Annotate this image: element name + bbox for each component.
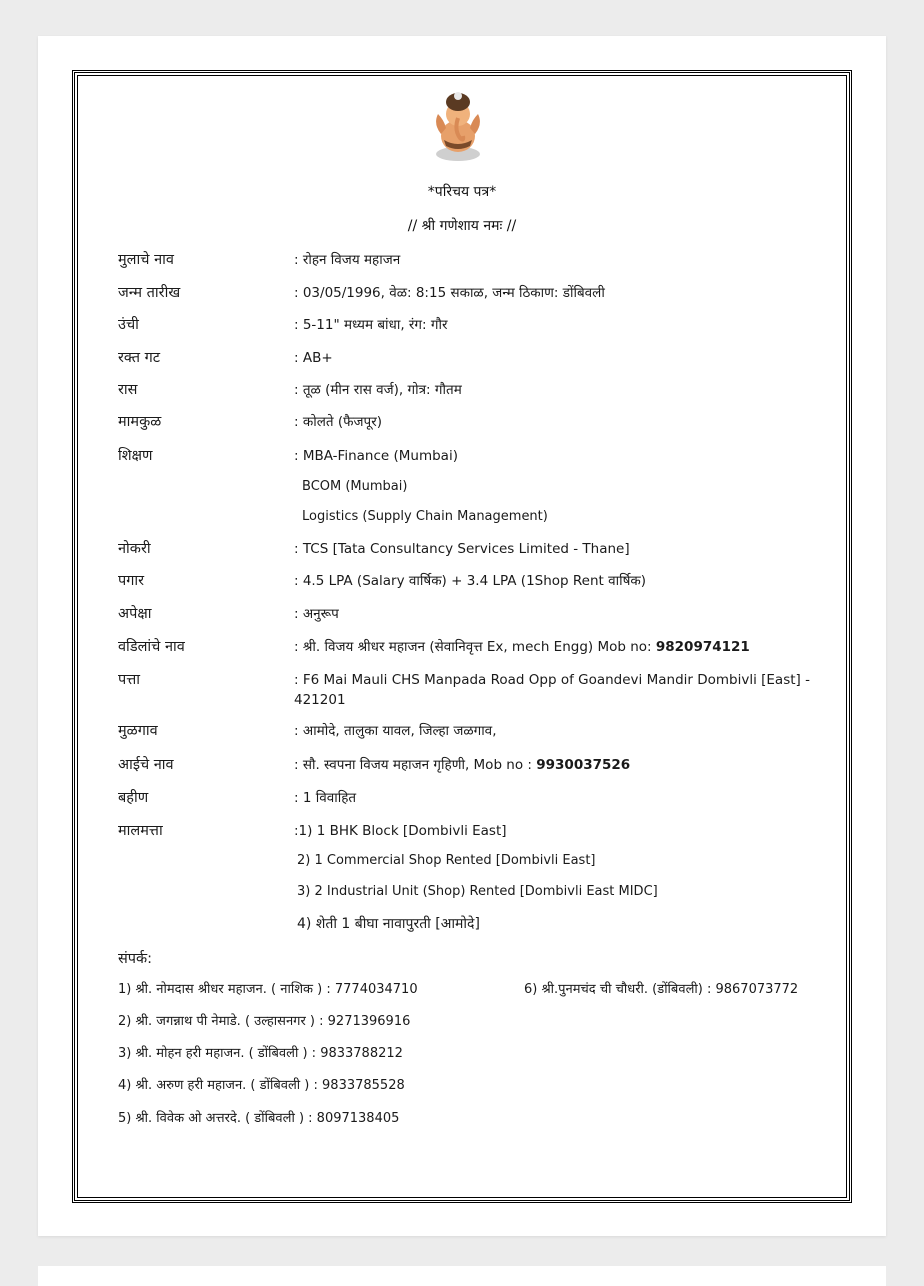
- field-label: मुलाचे नाव: [118, 252, 174, 268]
- contact-phone: 9271396916: [327, 1014, 411, 1029]
- contact-item: [118, 980, 418, 1000]
- field-row-birth: [118, 281, 838, 305]
- field-label: उंची: [118, 317, 139, 333]
- next-page-edge: [38, 1266, 886, 1286]
- contact-item: [118, 1012, 410, 1032]
- contact-phone: 9867073772: [715, 982, 799, 997]
- field-label: मुळगाव: [118, 723, 158, 739]
- field-label: अपेक्षा: [118, 606, 152, 622]
- document-page: [38, 36, 886, 1236]
- contact-item: [118, 1109, 399, 1129]
- contact-name: 1) श्री. नोमदास श्रीधर महाजन. ( नाशिक ) :: [118, 982, 331, 997]
- contact-name: 3) श्री. मोहन हरी महाजन. ( डोंबिवली ) :: [118, 1046, 317, 1061]
- field-value: : 5-11" मध्यम बांधा, रंग: गौर: [294, 317, 448, 333]
- field-label: बहीण: [118, 790, 149, 806]
- contacts-heading: [118, 947, 838, 971]
- contact-phone: 8097138405: [316, 1111, 400, 1126]
- contact-item: [524, 980, 798, 1000]
- field-value: : कोलते (फैजपूर): [294, 414, 382, 430]
- document-title: *परिचय पत्र*: [427, 184, 497, 200]
- field-value: : 1 विवाहित: [294, 790, 357, 806]
- property-item: 4) शेती 1 बीघा नावापुरती [आमोदे]: [297, 916, 480, 932]
- field-label: मामकुळ: [118, 414, 162, 430]
- field-row-father: [118, 635, 838, 659]
- field-value: : रोहन विजय महाजन: [294, 252, 401, 268]
- field-label: रक्त गट: [118, 350, 161, 366]
- field-value: : अनुरूप: [294, 606, 339, 622]
- field-row-native-place: [118, 719, 838, 743]
- field-value: [294, 753, 630, 777]
- field-label: जन्म तारीख: [118, 285, 181, 301]
- contact-name: 6) श्री.पुनमचंद ची चौधरी. (डोंबिवली) :: [524, 982, 712, 997]
- field-row-education: [118, 444, 838, 468]
- field-row-mother: [118, 753, 838, 777]
- field-label: वडिलांचे नाव: [118, 639, 185, 655]
- mother-detail: : सौ. स्वपना विजय महाजन गृहिणी, Mob no :: [294, 757, 537, 773]
- education-extra-item: Logistics (Supply Chain Management): [302, 509, 548, 524]
- field-label: रास: [118, 382, 138, 398]
- contact-item: [118, 1044, 403, 1064]
- field-row-expectation: [118, 602, 838, 626]
- contact-name: 4) श्री. अरुण हरी महाजन. ( डोंबिवली ) :: [118, 1078, 318, 1093]
- invocation-line: // श्री गणेशाय नमः //: [407, 218, 517, 234]
- field-value: : AB+: [294, 350, 333, 366]
- field-value: : तूळ (मीन रास वर्ज), गोत्र: गौतम: [294, 382, 462, 398]
- property-item: 2) 1 Commercial Shop Rented [Dombivli East]: [297, 853, 596, 868]
- field-label: नोकरी: [118, 541, 151, 557]
- field-value: : TCS [Tata Consultancy Services Limited - Thane]: [294, 541, 630, 557]
- field-label: पत्ता: [118, 672, 141, 688]
- field-value: : आमोदे, तालुका यावल, जिल्हा जळगाव,: [294, 723, 497, 739]
- education-extra-item: BCOM (Mumbai): [302, 479, 408, 494]
- field-label: आईचे नाव: [118, 757, 174, 773]
- contact-name: 2) श्री. जगन्नाथ पी नेमाडे. ( उल्हासनगर ) :: [118, 1014, 324, 1029]
- field-row-property: [118, 819, 838, 843]
- field-row-blood-group: [118, 346, 838, 370]
- field-label: मालमत्ता: [118, 823, 163, 839]
- field-row-job: [118, 537, 838, 561]
- contact-phone: 7774034710: [334, 982, 418, 997]
- ganesha-icon: [430, 88, 486, 162]
- field-value: [294, 635, 750, 659]
- field-value: :1) 1 BHK Block [Dombivli East]: [294, 823, 507, 839]
- field-label: शिक्षण: [118, 448, 153, 464]
- father-mobile: 9820974121: [655, 639, 750, 655]
- field-value: : 4.5 LPA (Salary वार्षिक) + 3.4 LPA (1Shop Rent वार्षिक): [294, 573, 647, 589]
- contacts-label: संपर्क:: [118, 951, 153, 967]
- field-row-salary: [118, 569, 838, 593]
- field-row-zodiac: [118, 378, 838, 402]
- field-row-sister: [118, 786, 838, 810]
- father-detail: : श्री. विजय श्रीधर महाजन (सेवानिवृत्त Ex, mech Engg) Mob no:: [294, 639, 656, 655]
- field-row-height: [118, 313, 838, 337]
- address-value: : F6 Mai Mauli CHS Manpada Road Opp of Goandevi Mandir Dombivli [East] - 421201: [294, 672, 810, 708]
- field-label: पगार: [118, 573, 145, 589]
- contact-phone: 9833785528: [322, 1078, 405, 1093]
- contact-phone: 9833788212: [320, 1046, 403, 1061]
- field-value: : MBA-Finance (Mumbai): [294, 448, 458, 464]
- field-row-name: [118, 248, 838, 272]
- field-value: : 03/05/1996, वेळ: 8:15 सकाळ, जन्म ठिकाण: डोंबिवली: [294, 285, 605, 301]
- contact-item: [118, 1076, 405, 1096]
- field-row-maternal-clan: [118, 410, 838, 434]
- mother-mobile: 9930037526: [536, 757, 631, 773]
- property-item: 3) 2 Industrial Unit (Shop) Rented [Dombivli East MIDC]: [297, 884, 658, 899]
- contact-name: 5) श्री. विवेक ओ अत्तरदे. ( डोंबिवली ) :: [118, 1111, 313, 1126]
